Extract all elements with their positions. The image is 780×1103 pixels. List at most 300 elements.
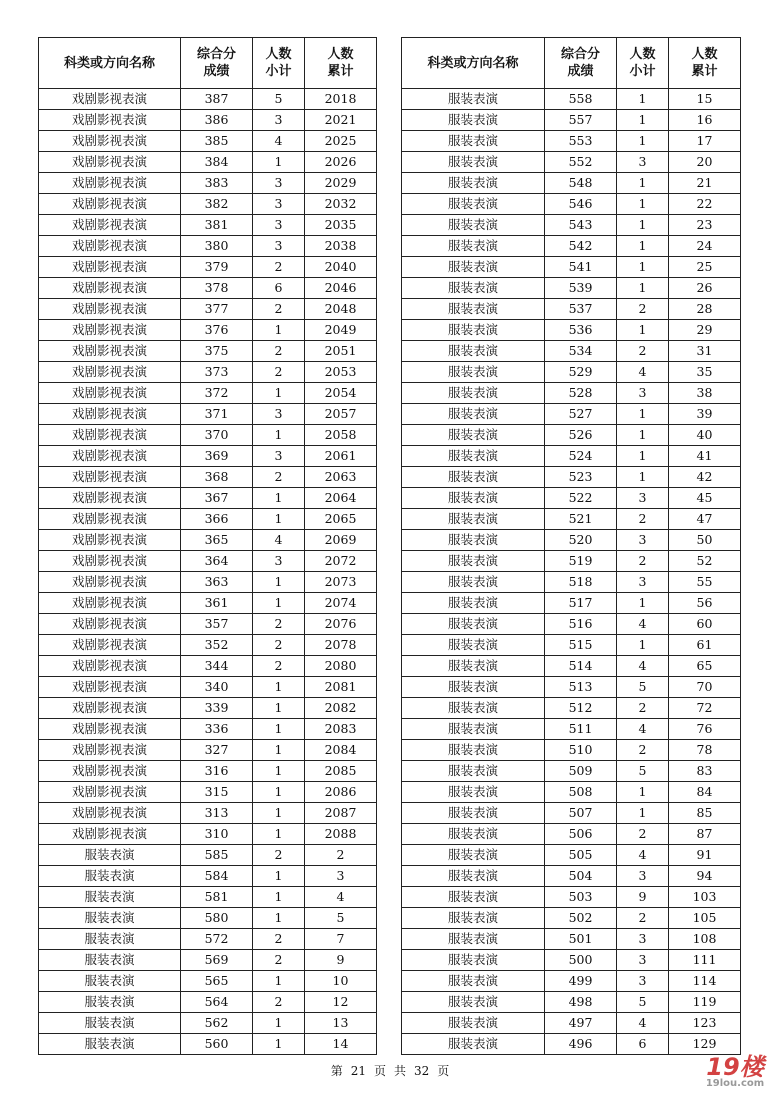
cell-score: 527 [545,404,617,425]
cell-score: 385 [181,131,253,152]
cell-count: 1 [617,425,669,446]
cell-category: 戏剧影视表演 [39,89,181,110]
table-row [402,887,741,908]
cell-category: 戏剧影视表演 [39,446,181,467]
cell-score: 315 [181,782,253,803]
table-row [39,299,377,320]
cell-cumulative: 2069 [305,530,377,551]
cell-category: 戏剧影视表演 [39,614,181,635]
cell-cumulative: 2053 [305,362,377,383]
cell-score: 528 [545,383,617,404]
watermark-text: 19楼 [706,1053,764,1081]
table-row [39,278,377,299]
cell-score: 580 [181,908,253,929]
cell-cumulative: 111 [669,950,741,971]
cell-score: 518 [545,572,617,593]
cell-count: 1 [617,320,669,341]
cell-cumulative: 45 [669,488,741,509]
cell-cumulative: 2048 [305,299,377,320]
cell-category: 戏剧影视表演 [39,824,181,845]
cell-score: 373 [181,362,253,383]
cell-category: 服装表演 [402,194,545,215]
cell-category: 服装表演 [402,824,545,845]
cell-cumulative: 24 [669,236,741,257]
cell-score: 523 [545,467,617,488]
table-row [402,425,741,446]
cell-count: 2 [253,635,305,656]
cell-cumulative: 55 [669,572,741,593]
cell-cumulative: 2078 [305,635,377,656]
cell-category: 戏剧影视表演 [39,656,181,677]
footer-prefix: 第 [330,1064,343,1078]
cell-count: 1 [253,824,305,845]
cell-count: 1 [617,236,669,257]
cell-score: 371 [181,404,253,425]
cell-score: 506 [545,824,617,845]
cell-category: 服装表演 [402,572,545,593]
cell-count: 5 [617,677,669,698]
cell-count: 1 [253,866,305,887]
cell-count: 1 [253,509,305,530]
cell-cumulative: 2029 [305,173,377,194]
table-row [402,509,741,530]
cell-category: 服装表演 [402,446,545,467]
cell-category: 戏剧影视表演 [39,488,181,509]
cell-score: 386 [181,110,253,131]
cell-count: 1 [617,467,669,488]
cell-category: 服装表演 [402,908,545,929]
watermark-logo [704,1055,766,1091]
cell-category: 服装表演 [402,593,545,614]
table-row [39,719,377,740]
cell-cumulative: 39 [669,404,741,425]
cell-count: 9 [617,887,669,908]
cell-count: 2 [617,908,669,929]
cell-score: 361 [181,593,253,614]
cell-count: 2 [253,257,305,278]
cell-count: 3 [253,110,305,131]
score-table-right [401,37,741,1055]
cell-cumulative: 12 [305,992,377,1013]
cell-cumulative: 2081 [305,677,377,698]
cell-cumulative: 2035 [305,215,377,236]
cell-score: 339 [181,698,253,719]
cell-cumulative: 2085 [305,761,377,782]
cell-count: 1 [617,446,669,467]
cell-score: 522 [545,488,617,509]
cell-score: 498 [545,992,617,1013]
cell-cumulative: 29 [669,320,741,341]
cell-score: 569 [181,950,253,971]
cell-count: 3 [617,866,669,887]
cell-count: 2 [253,992,305,1013]
cell-cumulative: 10 [305,971,377,992]
cell-cumulative: 2018 [305,89,377,110]
cell-score: 552 [545,152,617,173]
cell-score: 313 [181,803,253,824]
cell-score: 363 [181,572,253,593]
cell-category: 服装表演 [39,1013,181,1034]
cell-count: 3 [617,950,669,971]
table-row [39,383,377,404]
cell-score: 372 [181,383,253,404]
cell-score: 336 [181,719,253,740]
table-row [402,320,741,341]
cell-count: 1 [253,719,305,740]
cell-cumulative: 76 [669,719,741,740]
cell-cumulative: 25 [669,257,741,278]
cell-category: 服装表演 [402,509,545,530]
cell-score: 364 [181,551,253,572]
cell-category: 服装表演 [402,110,545,131]
cell-count: 1 [617,131,669,152]
cell-cumulative: 7 [305,929,377,950]
cell-cumulative: 91 [669,845,741,866]
cell-count: 6 [617,1034,669,1055]
cell-cumulative: 41 [669,446,741,467]
cell-category: 服装表演 [402,404,545,425]
cell-score: 534 [545,341,617,362]
cell-score: 543 [545,215,617,236]
cell-score: 357 [181,614,253,635]
cell-cumulative: 22 [669,194,741,215]
cell-category: 服装表演 [39,866,181,887]
table-row [39,509,377,530]
cell-count: 4 [617,719,669,740]
cell-cumulative: 83 [669,761,741,782]
table-row [402,341,741,362]
cell-category: 服装表演 [402,341,545,362]
cell-count: 1 [617,782,669,803]
cell-category: 服装表演 [402,383,545,404]
table-row [402,152,741,173]
cell-count: 1 [253,887,305,908]
table-row [402,530,741,551]
table-row [39,656,377,677]
cell-cumulative: 87 [669,824,741,845]
cell-count: 3 [253,194,305,215]
cell-cumulative: 2064 [305,488,377,509]
cell-cumulative: 70 [669,677,741,698]
cell-score: 368 [181,467,253,488]
cell-count: 1 [617,257,669,278]
cell-category: 服装表演 [402,971,545,992]
cell-category: 服装表演 [402,215,545,236]
header-row [402,38,741,89]
cell-score: 500 [545,950,617,971]
cell-count: 1 [253,761,305,782]
cell-score: 367 [181,488,253,509]
table-row [402,635,741,656]
cell-cumulative: 35 [669,362,741,383]
table-row [402,593,741,614]
cell-cumulative: 50 [669,530,741,551]
cell-count: 2 [253,299,305,320]
cell-cumulative: 84 [669,782,741,803]
cell-count: 4 [253,530,305,551]
table-row [402,131,741,152]
page-number: 21 [350,1064,366,1078]
cell-cumulative: 13 [305,1013,377,1034]
cell-score: 536 [545,320,617,341]
cell-score: 565 [181,971,253,992]
cell-score: 539 [545,278,617,299]
table-row [402,488,741,509]
cell-score: 524 [545,446,617,467]
header-cumulative: 人数 累计 [669,38,741,89]
cell-category: 服装表演 [402,488,545,509]
cell-count: 1 [253,803,305,824]
cell-count: 1 [253,740,305,761]
table-row [402,236,741,257]
cell-category: 服装表演 [402,929,545,950]
cell-score: 376 [181,320,253,341]
cell-score: 515 [545,635,617,656]
table-row [39,236,377,257]
table-row [39,1013,377,1034]
cell-count: 1 [617,278,669,299]
table-row [402,194,741,215]
table-row [402,467,741,488]
cell-category: 戏剧影视表演 [39,152,181,173]
cell-count: 3 [253,215,305,236]
table-row [39,677,377,698]
cell-count: 2 [253,950,305,971]
cell-category: 服装表演 [402,257,545,278]
cell-count: 2 [617,824,669,845]
table-row [39,341,377,362]
table-row [39,992,377,1013]
cell-score: 499 [545,971,617,992]
cell-score: 384 [181,152,253,173]
cell-cumulative: 40 [669,425,741,446]
cell-cumulative: 2061 [305,446,377,467]
table-row [402,929,741,950]
cell-category: 服装表演 [402,677,545,698]
cell-category: 服装表演 [402,614,545,635]
cell-score: 585 [181,845,253,866]
cell-count: 3 [253,404,305,425]
cell-count: 2 [617,551,669,572]
cell-score: 382 [181,194,253,215]
cell-score: 521 [545,509,617,530]
cell-category: 服装表演 [402,866,545,887]
table-row [402,614,741,635]
table-row [39,89,377,110]
table-row [39,152,377,173]
cell-cumulative: 2054 [305,383,377,404]
cell-cumulative: 78 [669,740,741,761]
cell-category: 服装表演 [39,992,181,1013]
table-row [402,698,741,719]
cell-category: 服装表演 [402,89,545,110]
cell-category: 服装表演 [402,320,545,341]
cell-count: 1 [617,593,669,614]
cell-category: 服装表演 [402,173,545,194]
table-row [402,299,741,320]
cell-count: 4 [617,1013,669,1034]
cell-score: 564 [181,992,253,1013]
table-row [402,719,741,740]
cell-score: 517 [545,593,617,614]
table-row [402,446,741,467]
table-row [39,362,377,383]
cell-count: 1 [617,194,669,215]
cell-count: 3 [617,971,669,992]
table-row [39,824,377,845]
cell-score: 584 [181,866,253,887]
cell-count: 1 [253,1034,305,1055]
cell-score: 370 [181,425,253,446]
cell-count: 1 [253,698,305,719]
cell-cumulative: 52 [669,551,741,572]
cell-cumulative: 2076 [305,614,377,635]
cell-cumulative: 2025 [305,131,377,152]
cell-cumulative: 2057 [305,404,377,425]
cell-score: 514 [545,656,617,677]
cell-count: 4 [617,362,669,383]
table-row [39,845,377,866]
cell-category: 服装表演 [39,971,181,992]
cell-score: 316 [181,761,253,782]
cell-category: 戏剧影视表演 [39,257,181,278]
cell-category: 服装表演 [39,908,181,929]
footer-mid1: 页 [373,1064,386,1078]
cell-score: 560 [181,1034,253,1055]
cell-count: 1 [617,635,669,656]
table-row [402,1013,741,1034]
table-row [402,740,741,761]
cell-cumulative: 2051 [305,341,377,362]
table-row [402,551,741,572]
table-row [39,866,377,887]
table-row [402,992,741,1013]
cell-score: 352 [181,635,253,656]
header-score: 综合分 成绩 [181,38,253,89]
cell-cumulative: 56 [669,593,741,614]
table-row [402,404,741,425]
cell-category: 服装表演 [402,1034,545,1055]
cell-count: 1 [617,110,669,131]
table-row [39,572,377,593]
cell-score: 327 [181,740,253,761]
table-row [39,803,377,824]
table-row [402,656,741,677]
cell-score: 562 [181,1013,253,1034]
cell-score: 505 [545,845,617,866]
table-row [402,845,741,866]
cell-count: 2 [253,614,305,635]
cell-cumulative: 47 [669,509,741,530]
cell-cumulative: 16 [669,110,741,131]
cell-cumulative: 108 [669,929,741,950]
page-footer [0,1062,780,1079]
cell-score: 581 [181,887,253,908]
cell-count: 1 [617,803,669,824]
cell-count: 1 [617,173,669,194]
table-row [402,908,741,929]
total-pages: 32 [414,1064,430,1078]
table-row [39,194,377,215]
cell-cumulative: 2038 [305,236,377,257]
cell-count: 1 [253,782,305,803]
cell-cumulative: 2072 [305,551,377,572]
cell-category: 服装表演 [402,362,545,383]
cell-category: 戏剧影视表演 [39,509,181,530]
cell-count: 1 [253,677,305,698]
cell-cumulative: 28 [669,299,741,320]
cell-score: 542 [545,236,617,257]
cell-count: 1 [253,425,305,446]
cell-category: 戏剧影视表演 [39,530,181,551]
cell-score: 380 [181,236,253,257]
table-row [402,89,741,110]
cell-count: 6 [253,278,305,299]
cell-score: 377 [181,299,253,320]
cell-category: 服装表演 [39,950,181,971]
cell-count: 2 [253,467,305,488]
cell-cumulative: 123 [669,1013,741,1034]
cell-cumulative: 2084 [305,740,377,761]
cell-cumulative: 2073 [305,572,377,593]
cell-category: 服装表演 [39,845,181,866]
cell-cumulative: 129 [669,1034,741,1055]
cell-score: 546 [545,194,617,215]
cell-cumulative: 23 [669,215,741,236]
cell-category: 戏剧影视表演 [39,173,181,194]
cell-cumulative: 14 [305,1034,377,1055]
cell-cumulative: 114 [669,971,741,992]
cell-category: 服装表演 [402,299,545,320]
table-row [402,1034,741,1055]
cell-category: 服装表演 [402,152,545,173]
table-row [402,782,741,803]
cell-cumulative: 60 [669,614,741,635]
cell-category: 戏剧影视表演 [39,635,181,656]
cell-category: 服装表演 [402,656,545,677]
cell-score: 497 [545,1013,617,1034]
cell-cumulative: 2046 [305,278,377,299]
cell-score: 510 [545,740,617,761]
cell-score: 378 [181,278,253,299]
cell-score: 537 [545,299,617,320]
table-row [39,467,377,488]
header-category: 科类或方向名称 [39,38,181,89]
cell-category: 戏剧影视表演 [39,719,181,740]
cell-cumulative: 2082 [305,698,377,719]
table-row [402,677,741,698]
cell-cumulative: 42 [669,467,741,488]
cell-category: 服装表演 [402,467,545,488]
cell-cumulative: 2049 [305,320,377,341]
table-row [402,866,741,887]
cell-score: 340 [181,677,253,698]
cell-score: 511 [545,719,617,740]
cell-score: 520 [545,530,617,551]
table-row [39,971,377,992]
table-row [39,908,377,929]
cell-category: 服装表演 [402,1013,545,1034]
cell-category: 戏剧影视表演 [39,425,181,446]
cell-score: 557 [545,110,617,131]
cell-count: 2 [617,509,669,530]
cell-category: 服装表演 [402,425,545,446]
cell-count: 2 [253,362,305,383]
cell-count: 2 [617,299,669,320]
cell-cumulative: 4 [305,887,377,908]
cell-score: 553 [545,131,617,152]
cell-cumulative: 15 [669,89,741,110]
